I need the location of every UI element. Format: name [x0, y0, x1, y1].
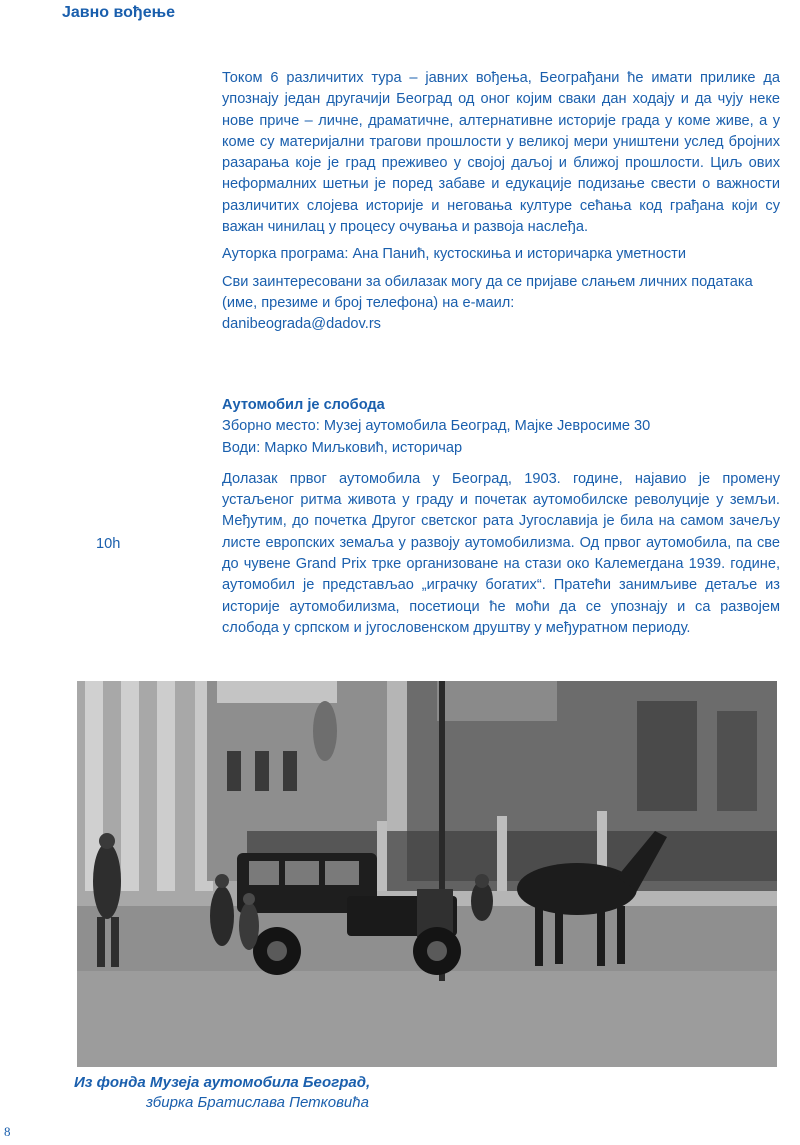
program-author: Ауторка програма: Ана Панић, кустоскиња и историчарка уметности	[222, 246, 686, 263]
historic-photo	[77, 681, 777, 1067]
signup-info	[222, 272, 780, 336]
signup-text: Сви заинтересовани за обилазак могу да се пријаве слањем личних података (име, презиме и број телефона) на е-маил:	[222, 273, 753, 311]
event-guide: Води: Марко Миљковић, историчар	[222, 439, 463, 456]
section-title: Јавно вођење	[62, 4, 175, 21]
event-block	[222, 395, 780, 639]
intro-paragraph: Током 6 различитих тура – јавних вођења, Београђани ће имати прилике да упознају један другачији Београд од оног којим сваки дан ходају и да чују неке нове приче – личне, драматичне, алтернативне историје града у коме живе, а у коме су материјални трагови прошлости у великој мери уништени услед бројних разарања које је град преживео у својој даљој и ближој прошлости. Циљ ових неформалних шетњи је поред забаве и едукације подизање свести о важности различитих слојева историје и неговања културе сећања код грађана који су важан чинилац у процесу очувања и развоја наслеђа.	[222, 70, 780, 236]
signup-email[interactable]: danibeograda@dadov.rs	[222, 316, 381, 333]
intro-block	[222, 68, 780, 342]
photo-caption	[74, 1073, 370, 1113]
caption-line-2: збирка Братислава Петковића	[146, 1094, 369, 1111]
event-description: Долазак првог аутомобила у Београд, 1903. године, најавио је промену устаљеног ритма живота у граду и почетак аутомобилске револуције у земљи. Међутим, до почетка Другог светског рата Југославија је била на самом зачељу листе европских земаља у развоју аутомобилизма. Од првог аутомобила, па све до чувене Grand Prix трке организоване на стази око Калемегдана 1939. године, аутомобил је представљао „играчку богатих“. Пратећи занимљиве детаље из историје аутомобилизма, посетиоци ће моћи да се упознају и са развојем слобода у српском и југословенском друштву у међуратном периоду.	[222, 470, 780, 636]
caption-line-1: Из фонда Музеја аутомобила Београд,	[74, 1074, 371, 1091]
page-number: 8	[4, 1124, 11, 1139]
historic-street-scene	[77, 681, 777, 1067]
event-meeting-point: Зборно место: Музеј аутомобила Београд, Мајке Јевросиме 30	[222, 418, 651, 435]
event-title: Аутомобил је слобода	[222, 397, 385, 413]
event-time: 10h	[96, 536, 121, 552]
